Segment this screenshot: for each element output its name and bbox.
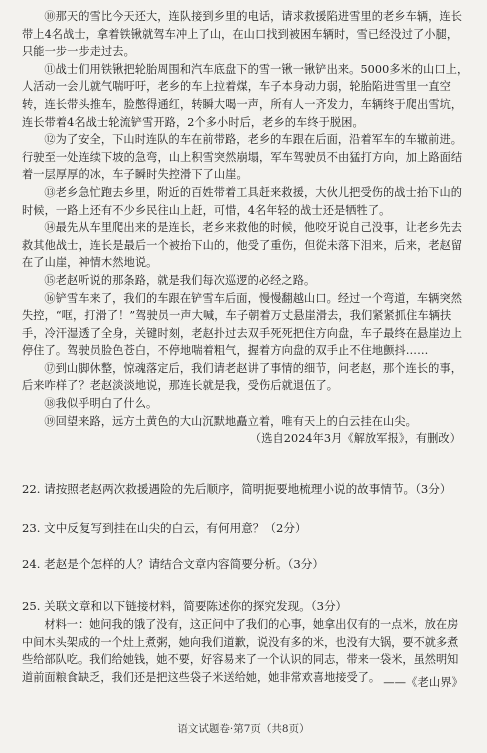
question-22: 22. 请按照老赵两次救援遇险的先后顺序，简明扼要地梳理小说的故事情节。（3分） (22, 482, 452, 496)
material-one: 材料一：她问我的饿了没有，这正问中了我们的心事，她拿出仅有的一点米，放在房中间木头架成的一个灶上煮粥，她向我们道歉，说没有多的米，也没有大锅，要不就多煮些给部队吃。我们给她钱，她不要，好容易来了一个认识的同志，带来一袋米，虽然明知道前面粮食缺乏，我们还是把这些袋子米送给她，她非常欢喜地接受了。 (22, 618, 459, 684)
question-25: 25. 关联文章和以下链接材料，简要陈述你的探究发现。（3分） (22, 599, 348, 613)
paragraph-10: ⑩那天的雪比今天还大，连队接到乡里的电话，请求救援陷进雪里的老乡车辆，连长带上4名战士，拿着铁锹就驾车冲上了山，在山口找到被困车辆时，雪已经没过了小腿，只能一步一步走过去。 (22, 10, 463, 59)
page-footer: 语文试题卷·第7页（共8页） (177, 723, 310, 735)
article-source: （选自2024年3月《解放军报》，有删改） (249, 432, 461, 446)
paragraph-15: ⑮老赵听说的那条路，就是我们每次巡逻的必经之路。 (44, 273, 316, 287)
paragraph-18: ⑱我似乎明白了什么。 (44, 397, 158, 411)
paragraph-12: ⑫为了安全，下山时连队的车在前带路，老乡的车跟在后面，沿着军车的车辙前进。行驶至一处连续下坡的急弯，山上积雪突然崩塌，军车驾驶员不由猛打方向，加上路面结着一层厚厚的冰，车子瞬时失控滑下了山崖。 (22, 133, 463, 182)
paragraph-13: ⑬老乡急忙跑去乡里，附近的百姓带着工具赶来救援，大伙儿把受伤的战士抬下山的时候，一路上还有不少乡民往山上赶，可惜，4名年轻的战士还是牺牲了。 (22, 185, 463, 217)
question-24: 24. 老赵是个怎样的人？请结合文章内容简要分析。（3分） (22, 557, 324, 571)
paragraph-19: ⑲回望来路，远方土黄色的大山沉默地矗立着，唯有天上的白云挂在山尖。 (44, 414, 417, 428)
paragraph-14: ⑭最先从车里爬出来的是连长，老乡来救他的时候，他咬牙说自己没事，让老乡先去救其他战士，连长是最后一个被抬下山的，他受了重伤，但從未落下泪来，后来，老赵留在了山崖，神情木然地说。 (22, 221, 463, 270)
paragraph-16: ⑯铲雪车来了，我们的车跟在铲雪车后面，慢慢翻越山口。经过一个弯道，车辆突然失控，“哐，打滑了！”驾驶员一声大喊，车子朝着万丈悬崖滑去，我们紧紧抓住车辆扶手，冷汗湿透了全身，关键时刻，老赵扑过去双手死死把住方向盘，车子最终在悬崖边上停住了。驾驶员脸色苍白，不停地喘着粗气，握着方向盘的双手止不住地颤抖…… (22, 291, 463, 358)
paragraph-17: ⑰到山脚休整，惊魂落定后，我们请老赵讲了事情的细节，问老赵，那个连长的事，后来咋样了？老赵淡淡地说，那连长就是我，受伤后就退伍了。 (22, 361, 463, 393)
paragraph-11: ⑪战士们用铁锹把轮胎周围和汽车底盘下的雪一锹一锹铲出来。5000多米的山口上，人活动一会儿就气喘吁吁，老乡的车上拉着煤，车子本身动力弱，轮胎陷进雪里一直空转，连长带头推车，脸憋得通红，转瞬大喝一声，所有人一齐发力，车辆终于爬出雪坑，连长带着4名战士轮流铲雪开路，2个多小时后，老乡的车终于脱困。 (22, 62, 469, 129)
material-source: ——《老山界》 (383, 675, 463, 689)
question-23: 23. 文中反复写到挂在山尖的白云，有何用意？（2分） (22, 521, 307, 535)
article-body (22, 8, 469, 448)
